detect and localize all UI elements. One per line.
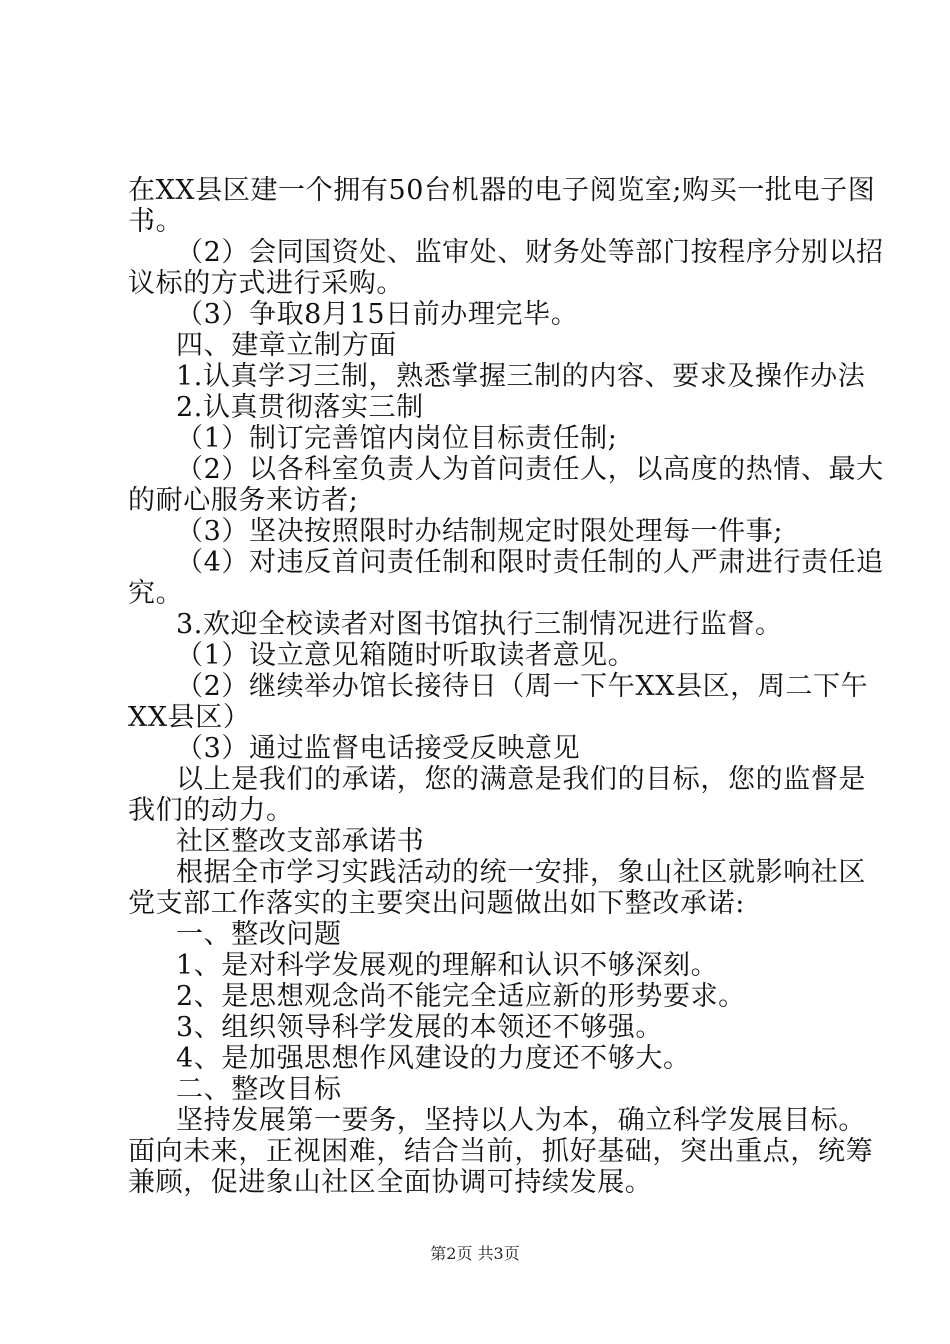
- text-line: 4、是加强思想作风建设的力度还不够大。: [176, 1043, 691, 1074]
- text-line: 书。: [128, 206, 184, 237]
- text-line: 1.认真学习三制，熟悉掌握三制的内容、要求及操作办法: [176, 361, 866, 392]
- section-heading: 四、建章立制方面: [176, 330, 397, 361]
- text-line: 2、是思想观念尚不能完全适应新的形势要求。: [176, 981, 746, 1012]
- text-line: （3）坚决按照限时办结制规定时限处理每一件事;: [176, 516, 784, 547]
- text-line: 3.欢迎全校读者对图书馆执行三制情况进行监督。: [176, 609, 783, 640]
- page-number-footer: 第2页 共3页: [430, 1244, 520, 1263]
- text-line: 党支部工作落实的主要突出问题做出如下整改承诺:: [128, 888, 745, 919]
- text-line: 究。: [128, 578, 184, 609]
- section-heading: 二、整改目标: [176, 1074, 342, 1105]
- text-line: 面向未来，正视困难，结合当前，抓好基础，突出重点，统筹: [128, 1136, 874, 1167]
- text-line: （2）继续举办馆长接待日（周一下午XX县区，周二下午: [176, 671, 869, 702]
- text-line: （1）制订完善馆内岗位目标责任制;: [176, 423, 618, 454]
- text-line: 3、组织领导科学发展的本领还不够强。: [176, 1012, 663, 1043]
- text-line: 议标的方式进行采购。: [128, 268, 404, 299]
- text-line: 坚持发展第一要务，坚持以人为本，确立科学发展目标。: [176, 1105, 866, 1136]
- text-line: 我们的动力。: [128, 795, 294, 826]
- text-line: 2.认真贯彻落实三制: [176, 392, 424, 423]
- text-line: 兼顾，促进象山社区全面协调可持续发展。: [128, 1167, 653, 1198]
- text-line: 以上是我们的承诺，您的满意是我们的目标，您的监督是: [176, 764, 866, 795]
- section-heading: 一、整改问题: [176, 919, 342, 950]
- text-line: 在XX县区建一个拥有50台机器的电子阅览室;购买一批电子图: [128, 175, 876, 206]
- text-line: （2）会同国资处、监审处、财务处等部门按程序分别以招: [176, 237, 884, 268]
- text-line: （2）以各科室负责人为首问责任人，以高度的热情、最大: [176, 454, 884, 485]
- section-title: 社区整改支部承诺书: [176, 826, 425, 857]
- text-line: 根据全市学习实践活动的统一安排，象山社区就影响社区: [176, 857, 866, 888]
- text-line: XX县区）: [128, 702, 251, 733]
- text-line: 的耐心服务来访者;: [128, 485, 359, 516]
- text-line: （3）通过监督电话接受反映意见: [176, 733, 581, 764]
- text-line: （3）争取8月15日前办理完毕。: [176, 299, 579, 330]
- text-line: （1）设立意见箱随时听取读者意见。: [176, 640, 636, 671]
- text-line: 1、是对科学发展观的理解和认识不够深刻。: [176, 950, 719, 981]
- text-line: （4）对违反首问责任制和限时责任制的人严肃进行责任追: [176, 547, 884, 578]
